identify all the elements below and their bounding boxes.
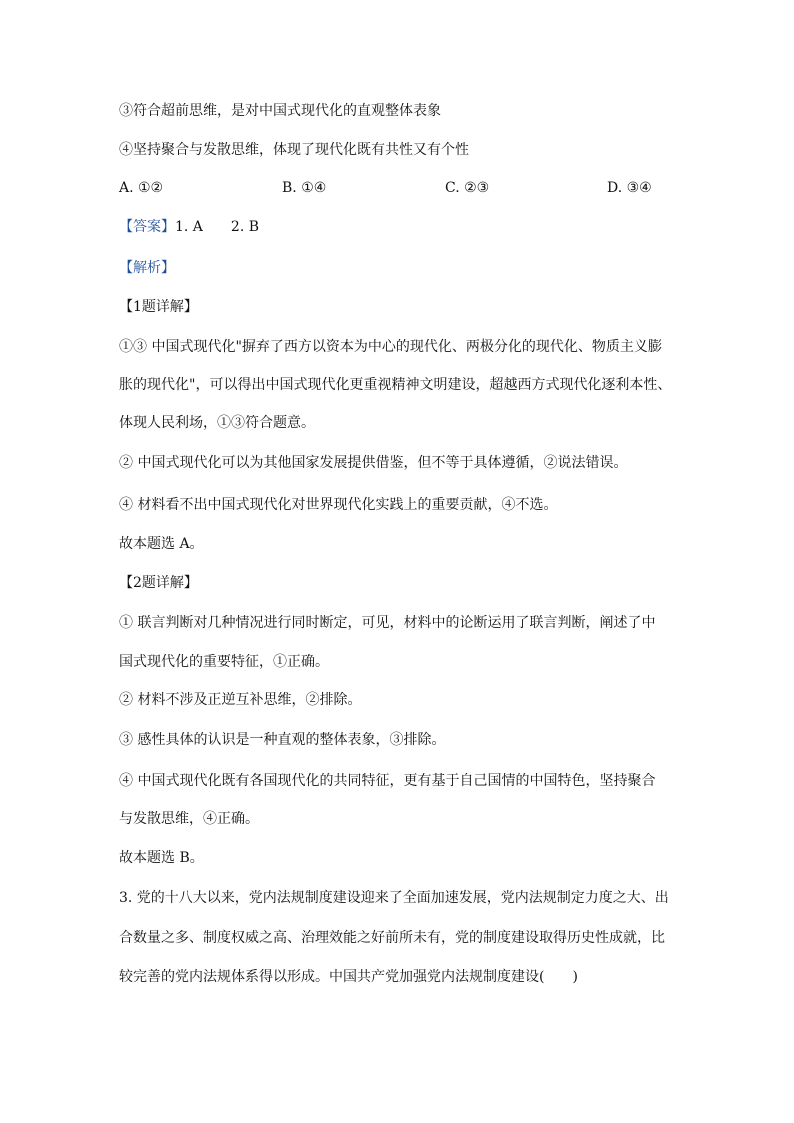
q2-line: 国式现代化的重要特征，①正确。	[119, 654, 329, 670]
answer-text: 1. A 2. B	[175, 219, 260, 235]
option-4-text: ④坚持聚合与发散思维，体现了现代化既有共性又有个性	[119, 142, 469, 158]
q2-line: 与发散思维，④正确。	[119, 811, 259, 827]
q3-stem-line: 合数量之多、制度权威之高、治理效能之好前所未有，党的制度建设取得历史性成就，比	[119, 930, 665, 946]
q1-line: ② 中国式现代化可以为其他国家发展提供借鉴，但不等于具体遵循，②说法错误。	[119, 455, 628, 471]
q3-stem-line: 较完善的党内法规体系得以形成。中国共产党加强党内法规制度建设( )	[119, 969, 578, 985]
choice-c: C. ②③	[445, 180, 490, 196]
q1-line: 胀的现代化"，可以得出中国式现代化更重视精神文明建设，超越西方式现代化逐利本性、	[119, 377, 672, 393]
q1-line: ④ 材料看不出中国式现代化对世界现代化实践上的重要贡献，④不选。	[119, 497, 558, 513]
q2-line: ③ 感性具体的认识是一种直观的整体表象，③排除。	[119, 732, 446, 748]
choice-d: D. ③④	[607, 180, 652, 196]
q2-line: ① 联言判断对几种情况进行同时断定，可见，材料中的论断运用了联言判断，阐述了中	[119, 615, 656, 631]
answer-choices	[119, 178, 679, 198]
q3-stem-line: 3. 党的十八大以来，党内法规制度建设迎来了全面加速发展，党内法规制定力度之大、出	[119, 890, 669, 906]
answer-line	[119, 217, 259, 237]
q1-line: 体现人民利场，①③符合题意。	[119, 415, 315, 431]
q1-heading: 【1题详解】	[119, 299, 198, 315]
q2-line: ② 材料不涉及正逆互补思维，②排除。	[119, 692, 362, 708]
q1-conclusion: 故本题选 A。	[119, 536, 204, 552]
q2-conclusion: 故本题选 B。	[119, 850, 204, 866]
q2-line: ④ 中国式现代化既有各国现代化的共同特征，更有基于自己国情的中国特色，坚持聚合	[119, 773, 656, 789]
q1-line: ①③ 中国式现代化"摒弃了西方以资本为中心的现代化、两极分化的现代化、物质主义膨	[119, 339, 662, 355]
option-3-text: ③符合超前思维，是对中国式现代化的直观整体表象	[119, 103, 441, 119]
choice-b: B. ①④	[282, 180, 327, 196]
q2-heading: 【2题详解】	[119, 575, 198, 591]
choice-a: A. ①②	[119, 180, 164, 196]
answer-tag: 【答案】	[119, 219, 175, 235]
analysis-tag: 【解析】	[119, 260, 175, 276]
